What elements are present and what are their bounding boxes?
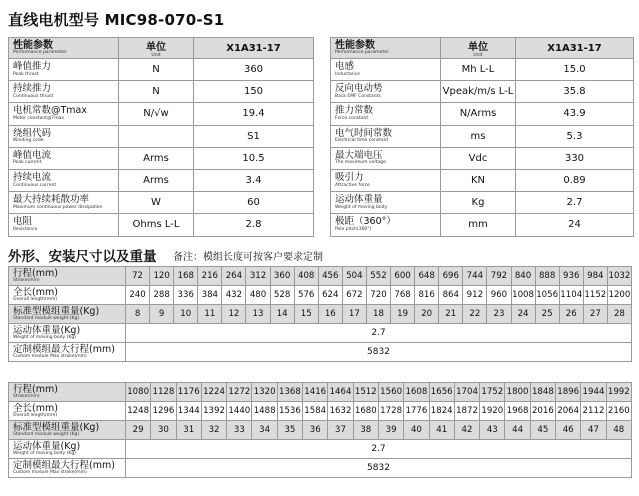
- param-name-zh: 极距（360°）: [335, 216, 396, 228]
- param-value: 360: [194, 59, 314, 81]
- param-name: [9, 59, 119, 81]
- table-cell: 22: [463, 305, 487, 324]
- table-cell: 11: [198, 305, 222, 324]
- table-cell: 23: [487, 305, 511, 324]
- param-header: 性能参数 Performance parameter: [331, 38, 441, 59]
- row-label-en: Custom module Max stroke(mm): [13, 354, 87, 359]
- param-name: [331, 214, 441, 236]
- merged-value: 2.7: [126, 324, 632, 343]
- table-cell: 120: [150, 267, 174, 286]
- table-cell: 18: [366, 305, 390, 324]
- param-value: 35.8: [516, 81, 634, 103]
- param-name: [331, 169, 441, 191]
- param-name-zh: 电感: [335, 61, 355, 73]
- table-cell: 1296: [151, 402, 176, 421]
- param-value: S1: [194, 125, 314, 147]
- row-label-en: Overall length(mm): [13, 413, 58, 418]
- table-cell: 1896: [556, 383, 581, 402]
- row-label-zh: 定制模组最大行程(mm): [13, 343, 115, 355]
- row-label-zh: 全长(mm): [13, 402, 58, 414]
- table-cell: 480: [246, 286, 270, 305]
- table-cell: 72: [126, 267, 150, 286]
- param-name-en: Force constant: [335, 115, 369, 121]
- table-cell: 34: [252, 421, 277, 440]
- table-cell: 816: [415, 286, 439, 305]
- param-unit: N/√w: [119, 103, 194, 125]
- model-header: X1A31-17: [194, 38, 314, 59]
- table-cell: 33: [227, 421, 252, 440]
- custom-stroke-row: [9, 343, 632, 362]
- table-cell: 552: [366, 267, 390, 286]
- table-cell: 17: [342, 305, 366, 324]
- dimension-table-2: [8, 382, 632, 478]
- table-cell: 1944: [581, 383, 606, 402]
- param-unit: Arms: [119, 147, 194, 169]
- spec-table-right: [330, 37, 634, 237]
- param-value: 60: [194, 192, 314, 214]
- param-unit: Mh L-L: [441, 59, 516, 81]
- table-cell: 47: [581, 421, 606, 440]
- param-unit: N/Arms: [441, 103, 516, 125]
- param-name: [9, 147, 119, 169]
- table-cell: 504: [342, 267, 366, 286]
- table-cell: 2160: [606, 402, 631, 421]
- table-cell: 1776: [404, 402, 429, 421]
- spec-row: [331, 81, 634, 103]
- merged-value: 5832: [126, 459, 632, 478]
- spec-header-row: [9, 38, 314, 59]
- table-cell: 432: [222, 286, 246, 305]
- row-label-zh: 运动体重量(Kg): [13, 324, 81, 336]
- table-cell: 1128: [151, 383, 176, 402]
- dimension-table-1: [8, 266, 632, 362]
- table-cell: 36: [303, 421, 328, 440]
- table-cell: 19: [391, 305, 415, 324]
- row-label-en: Custom module Max stroke(mm): [13, 470, 87, 475]
- param-value: 19.4: [194, 103, 314, 125]
- param-name-en: Electrical time constant: [335, 138, 389, 144]
- param-value: 15.0: [516, 59, 634, 81]
- table-cell: 1368: [277, 383, 302, 402]
- spec-row: [9, 214, 314, 236]
- param-unit: N: [119, 59, 194, 81]
- param-name-en: Motor constant@Tmax: [13, 115, 65, 121]
- table-cell: 44: [505, 421, 530, 440]
- table-cell: 1392: [201, 402, 226, 421]
- param-name-zh: 绕组代码: [13, 127, 52, 139]
- param-value: 150: [194, 81, 314, 103]
- spec-row: [9, 169, 314, 191]
- table-cell: 1080: [126, 383, 151, 402]
- spec-row: [9, 81, 314, 103]
- param-name: [331, 125, 441, 147]
- table-cell: 384: [198, 286, 222, 305]
- table-cell: 42: [454, 421, 479, 440]
- row-label-zh: 运动体重量(Kg): [13, 440, 81, 452]
- table-cell: 31: [176, 421, 201, 440]
- table-cell: 26: [559, 305, 583, 324]
- spec-row: [331, 125, 634, 147]
- table-cell: 336: [174, 286, 198, 305]
- param-name-zh: 峰值推力: [13, 61, 52, 73]
- page-title: 直线电机型号 MIC98-070-S1: [8, 11, 225, 29]
- table-cell: 528: [270, 286, 294, 305]
- table-cell: 37: [328, 421, 353, 440]
- row-label: [9, 343, 126, 362]
- moving-weight-row: [9, 440, 632, 459]
- param-header: 性能参数 Performance parameter: [9, 38, 119, 59]
- table-cell: 46: [556, 421, 581, 440]
- table-cell: 1608: [404, 383, 429, 402]
- merged-value: 2.7: [126, 440, 632, 459]
- row-label-en: Weight of moving body (Kg): [13, 335, 76, 340]
- param-value: 10.5: [194, 147, 314, 169]
- spec-row: [331, 147, 634, 169]
- table-cell: 29: [126, 421, 151, 440]
- row-label-zh: 标准型模组重量(Kg): [13, 305, 100, 317]
- table-cell: 1512: [353, 383, 378, 402]
- table-cell: 1536: [277, 402, 302, 421]
- param-name-en: Pole pitch(360°): [335, 226, 372, 232]
- param-name: [331, 147, 441, 169]
- param-name-zh: 最大端电压: [335, 149, 383, 161]
- table-cell: 1752: [480, 383, 505, 402]
- param-name-zh: 最大持续耗散功率: [13, 194, 90, 206]
- table-cell: 28: [607, 305, 631, 324]
- row-label-en: Stroke(mm): [13, 394, 40, 399]
- spec-table-left: [8, 37, 314, 237]
- param-name-en: Back EMF Constants: [335, 93, 381, 99]
- table-cell: 1656: [429, 383, 454, 402]
- table-cell: 456: [318, 267, 342, 286]
- table-cell: 24: [511, 305, 535, 324]
- table-cell: 1680: [353, 402, 378, 421]
- spec-row: [331, 169, 634, 191]
- table-cell: 12: [222, 305, 246, 324]
- table-cell: 1920: [480, 402, 505, 421]
- param-value: 24: [516, 214, 634, 236]
- table-cell: 14: [270, 305, 294, 324]
- table-cell: 38: [353, 421, 378, 440]
- table-cell: 1824: [429, 402, 454, 421]
- param-name-en: Continuous current: [13, 182, 57, 188]
- param-name: [9, 125, 119, 147]
- table-cell: 27: [583, 305, 607, 324]
- param-name-zh: 持续电流: [13, 172, 52, 184]
- unit-header: 单位 Unit: [441, 38, 516, 59]
- table-cell: 1008: [511, 286, 535, 305]
- param-name: [9, 81, 119, 103]
- param-name-en: Inductance: [335, 71, 360, 77]
- moving-weight-row: [9, 324, 632, 343]
- table-cell: 408: [294, 267, 318, 286]
- note-text: 备注：模组长度可按客户要求定制: [173, 252, 323, 263]
- table-cell: 2064: [556, 402, 581, 421]
- param-name: [9, 214, 119, 236]
- param-name-zh: 持续推力: [13, 83, 52, 95]
- param-value: 2.7: [516, 192, 634, 214]
- param-value: 43.9: [516, 103, 634, 125]
- table-cell: 1560: [378, 383, 403, 402]
- table-cell: 936: [559, 267, 583, 286]
- table-cell: 792: [487, 267, 511, 286]
- table-cell: 21: [439, 305, 463, 324]
- table-cell: 32: [201, 421, 226, 440]
- param-name: [9, 192, 119, 214]
- table-cell: 1800: [505, 383, 530, 402]
- row-label-zh: 定制模组最大行程(mm): [13, 459, 115, 471]
- param-name-en: Peak current: [13, 160, 42, 166]
- param-unit: mm: [441, 214, 516, 236]
- row-label: [9, 383, 126, 402]
- table-cell: 15: [294, 305, 318, 324]
- param-unit: N: [119, 81, 194, 103]
- table-cell: 1152: [583, 286, 607, 305]
- table-cell: 360: [270, 267, 294, 286]
- table-cell: 1464: [328, 383, 353, 402]
- table-cell: 216: [198, 267, 222, 286]
- spec-row: [331, 214, 634, 236]
- table-cell: 2016: [530, 402, 555, 421]
- table-cell: 1992: [606, 383, 631, 402]
- table-cell: 30: [151, 421, 176, 440]
- param-value: 5.3: [516, 125, 634, 147]
- spec-row: [9, 103, 314, 125]
- table-cell: 1872: [454, 402, 479, 421]
- row-label: [9, 459, 126, 478]
- weight-row: [9, 421, 632, 440]
- table-cell: 840: [511, 267, 535, 286]
- param-unit: Vpeak/m/s L-L: [441, 81, 516, 103]
- table-cell: 672: [342, 286, 366, 305]
- table-cell: 864: [439, 286, 463, 305]
- param-name: [331, 81, 441, 103]
- custom-stroke-row: [9, 459, 632, 478]
- param-name: [331, 192, 441, 214]
- table-cell: 960: [487, 286, 511, 305]
- table-cell: 984: [583, 267, 607, 286]
- row-label-en: Standard module weight (Kg): [13, 316, 80, 321]
- param-unit: Kg: [441, 192, 516, 214]
- param-name-en: Attractive force: [335, 182, 370, 188]
- length-row: [9, 286, 632, 305]
- param-unit: Ohms L-L: [119, 214, 194, 236]
- table-cell: 312: [246, 267, 270, 286]
- table-cell: 648: [415, 267, 439, 286]
- param-unit: ms: [441, 125, 516, 147]
- spec-row: [9, 125, 314, 147]
- table-cell: 744: [463, 267, 487, 286]
- param-name-en: Resistance: [13, 226, 38, 232]
- row-label-en: Overall length(mm): [13, 297, 58, 302]
- stroke-row: [9, 383, 632, 402]
- row-label: [9, 440, 126, 459]
- param-unit: Arms: [119, 169, 194, 191]
- param-unit: [119, 125, 194, 147]
- table-cell: 1224: [201, 383, 226, 402]
- table-cell: 10: [174, 305, 198, 324]
- table-cell: 35: [277, 421, 302, 440]
- table-cell: 912: [463, 286, 487, 305]
- row-label: [9, 286, 126, 305]
- param-name: [9, 169, 119, 191]
- spec-row: [331, 59, 634, 81]
- param-name-zh: 吸引力: [335, 172, 364, 184]
- table-cell: 1632: [328, 402, 353, 421]
- table-cell: 264: [222, 267, 246, 286]
- row-label: [9, 267, 126, 286]
- row-label-zh: 行程(mm): [13, 383, 58, 395]
- table-cell: 1416: [303, 383, 328, 402]
- spec-row: [9, 192, 314, 214]
- param-name-zh: 反向电动势: [335, 83, 383, 95]
- row-label-en: Stroke(mm): [13, 278, 40, 283]
- param-value: 3.4: [194, 169, 314, 191]
- table-cell: 45: [530, 421, 555, 440]
- param-name-en: Weight of moving body: [335, 204, 388, 210]
- table-cell: 43: [480, 421, 505, 440]
- param-name-zh: 电气时间常数: [335, 127, 393, 139]
- table-cell: 8: [126, 305, 150, 324]
- stroke-row: [9, 267, 632, 286]
- param-name-zh: 电阻: [13, 216, 33, 228]
- table-cell: 16: [318, 305, 342, 324]
- table-cell: 168: [174, 267, 198, 286]
- row-label: [9, 305, 126, 324]
- param-name: [331, 59, 441, 81]
- table-cell: 288: [150, 286, 174, 305]
- table-cell: 1440: [227, 402, 252, 421]
- table-cell: 1848: [530, 383, 555, 402]
- row-label-en: Weight of moving body (Kg): [13, 451, 76, 456]
- table-cell: 1968: [505, 402, 530, 421]
- table-cell: 240: [126, 286, 150, 305]
- table-cell: 1056: [535, 286, 559, 305]
- table-cell: 1344: [176, 402, 201, 421]
- table-cell: 576: [294, 286, 318, 305]
- param-unit: W: [119, 192, 194, 214]
- table-cell: 13: [246, 305, 270, 324]
- table-cell: 624: [318, 286, 342, 305]
- param-name-en: Maximum continuous power dissipation: [13, 204, 103, 210]
- table-cell: 1032: [607, 267, 631, 286]
- row-label-zh: 行程(mm): [13, 267, 58, 279]
- param-name-en: The maximum voltage: [335, 160, 386, 166]
- unit-header: 单位 Unit: [119, 38, 194, 59]
- param-value: 0.89: [516, 169, 634, 191]
- param-name-zh: 运动体重量: [335, 194, 383, 206]
- row-label: [9, 421, 126, 440]
- table-cell: 1104: [559, 286, 583, 305]
- table-cell: 1272: [227, 383, 252, 402]
- param-value: 330: [516, 147, 634, 169]
- spec-row: [331, 192, 634, 214]
- merged-value: 5832: [126, 343, 632, 362]
- table-cell: 25: [535, 305, 559, 324]
- row-label: [9, 402, 126, 421]
- length-row: [9, 402, 632, 421]
- param-name-zh: 电机常数@Tmax: [13, 105, 88, 117]
- param-name: [331, 103, 441, 125]
- table-cell: 600: [391, 267, 415, 286]
- table-cell: 1728: [378, 402, 403, 421]
- table-cell: 40: [404, 421, 429, 440]
- table-cell: 48: [606, 421, 631, 440]
- dimension-title: 外形、安装尺寸以及重量: [8, 249, 157, 265]
- spec-row: [9, 59, 314, 81]
- table-cell: 1584: [303, 402, 328, 421]
- param-name-en: Peak thrust: [13, 71, 39, 77]
- spec-header-row: [331, 38, 634, 59]
- param-name-zh: 峰值电流: [13, 149, 52, 161]
- param-value: 2.8: [194, 214, 314, 236]
- table-cell: 888: [535, 267, 559, 286]
- table-cell: 20: [415, 305, 439, 324]
- row-label-zh: 全长(mm): [13, 286, 58, 298]
- row-label: [9, 324, 126, 343]
- row-label-zh: 标准型模组重量(Kg): [13, 421, 100, 433]
- table-cell: 720: [366, 286, 390, 305]
- row-label-en: Standard module weight (Kg): [13, 432, 80, 437]
- param-name: [9, 103, 119, 125]
- weight-row: [9, 305, 632, 324]
- table-cell: 1248: [126, 402, 151, 421]
- spec-row: [9, 147, 314, 169]
- param-name-en: Winding code: [13, 138, 44, 144]
- table-cell: 2112: [581, 402, 606, 421]
- table-cell: 1176: [176, 383, 201, 402]
- param-name-en: Continuous thrust: [13, 93, 54, 99]
- param-name-zh: 推力常数: [335, 105, 374, 117]
- table-cell: 696: [439, 267, 463, 286]
- table-cell: 39: [378, 421, 403, 440]
- table-cell: 1488: [252, 402, 277, 421]
- param-unit: KN: [441, 169, 516, 191]
- table-cell: 1320: [252, 383, 277, 402]
- table-cell: 1200: [607, 286, 631, 305]
- table-cell: 41: [429, 421, 454, 440]
- model-header: X1A31-17: [516, 38, 634, 59]
- param-unit: Vdc: [441, 147, 516, 169]
- table-cell: 768: [391, 286, 415, 305]
- table-cell: 1704: [454, 383, 479, 402]
- table-cell: 9: [150, 305, 174, 324]
- spec-row: [331, 103, 634, 125]
